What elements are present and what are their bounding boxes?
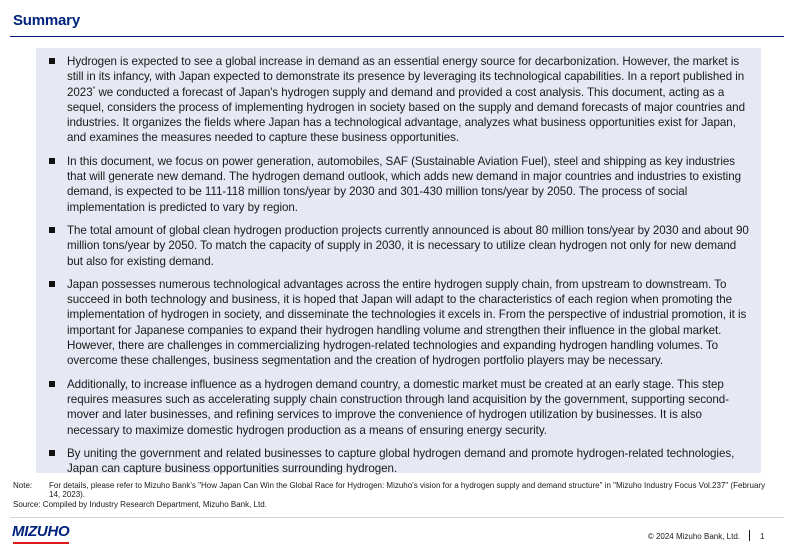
list-item	[36, 277, 761, 369]
list-item	[36, 446, 761, 477]
square-bullet-icon	[49, 450, 55, 456]
bullet-text: By uniting the government and related businesses to capture global hydrogen demand and promote hydrogen-related technologies, Japan can capture business opportunities surrounding hydrogen.	[67, 446, 735, 476]
copyright-text: © 2024 Mizuho Bank, Ltd.	[647, 532, 740, 541]
bullet-text: Additionally, to increase influence as a hydrogen demand country, a domestic market must be created at an early stage. This step requires measures such as accelerating supply chain construction through land acquisition by the government, supporting second-mover and later businesses, and refining services to improve the convenience of hydrogen utilization by businesses. It is also necessary to maximize domestic hydrogen production as a means of ensuring energy security.	[67, 377, 729, 437]
bullet-text: In this document, we focus on power generation, automobiles, SAF (Sustainable Aviation Fuel), steel and shipping as key industries that will generate new demand. The hydrogen demand outlook, which adds new demand in major countries and industries to existing demand, is expected to be 111-118 million tons/year by 2030 and 301-430 million tons/year by 2050. The process of social implementation is predicted to vary by region.	[67, 154, 742, 214]
square-bullet-icon	[49, 281, 55, 287]
footer-separator	[749, 530, 750, 541]
logo-underline	[13, 542, 69, 544]
source-line: Source: Compiled by Industry Research Department, Mizuho Bank, Ltd.	[13, 500, 267, 509]
list-item	[36, 154, 761, 215]
mizuho-logo	[12, 523, 84, 549]
footnote	[13, 481, 773, 499]
bullet-text: Japan possesses numerous technological advantages across the entire hydrogen supply chain, from upstream to downstream. To succeed in both technology and business, it is hoped that Japan will adapt to the characteristics of each region when promoting the implementation of hydrogen in society, and disseminate the technologies it excels in. From the perspective of industrial promotion, it is important for Japanese companies to expand their hydrogen handling volume and strengthen their influence in the global market. However, there are challenges in commercializing hydrogen-related technologies and expanding hydrogen handling volumes. To overcome these challenges, business segmentation and the creation of hydrogen portfolio players may be necessary.	[67, 277, 747, 368]
logo-wordmark: MIZUHO	[12, 523, 70, 540]
note-label: Note:	[13, 481, 33, 490]
square-bullet-icon	[49, 58, 55, 64]
footnote-marker: *	[92, 85, 96, 93]
list-item	[36, 223, 761, 269]
note-text: For details, please refer to Mizuho Bank's "How Japan Can Win the Global Race for Hydrogen: Mizuho's vision for a hydrogen supply and demand structure" in "Mizuho Industry Focus Vol.237" (February 14, 2023).	[49, 481, 766, 499]
square-bullet-icon	[49, 227, 55, 233]
page-number: 1	[760, 532, 765, 541]
footer-divider	[10, 517, 784, 518]
list-item	[36, 377, 761, 438]
bullet-text: The total amount of global clean hydrogen production projects currently announced is about 80 million tons/year by 2030 and about 90 million tons/year by 2050. To match the capacity of supply in 2030, it is necessary to utilize clean hydrogen not only for new demand but also for existing demand.	[67, 223, 749, 268]
square-bullet-icon	[49, 158, 55, 164]
square-bullet-icon	[49, 381, 55, 387]
summary-list	[36, 54, 761, 484]
list-item	[36, 54, 761, 146]
summary-box	[36, 48, 761, 476]
title-divider	[10, 36, 784, 37]
bullet-text: Hydrogen is expected to see a global increase in demand as an essential energy source for decarbonization. However, the market is still in its infancy, with Japan expected to demonstrate its presence by leveraging its technological capabilities. In a report published in 2023* we conducted a forecast of Japan's hydrogen supply and demand and provided a cost analysis. This document, acting as a sequel, considers the process of implementing hydrogen in society based on the supply and demand forecasts of major countries and industries. It organizes the fields where Japan has a technological advantage, analyzes what business opportunities exist for Japan, and examines the measures needed to capture these business opportunities.	[67, 55, 745, 145]
page-title: Summary	[13, 12, 80, 29]
